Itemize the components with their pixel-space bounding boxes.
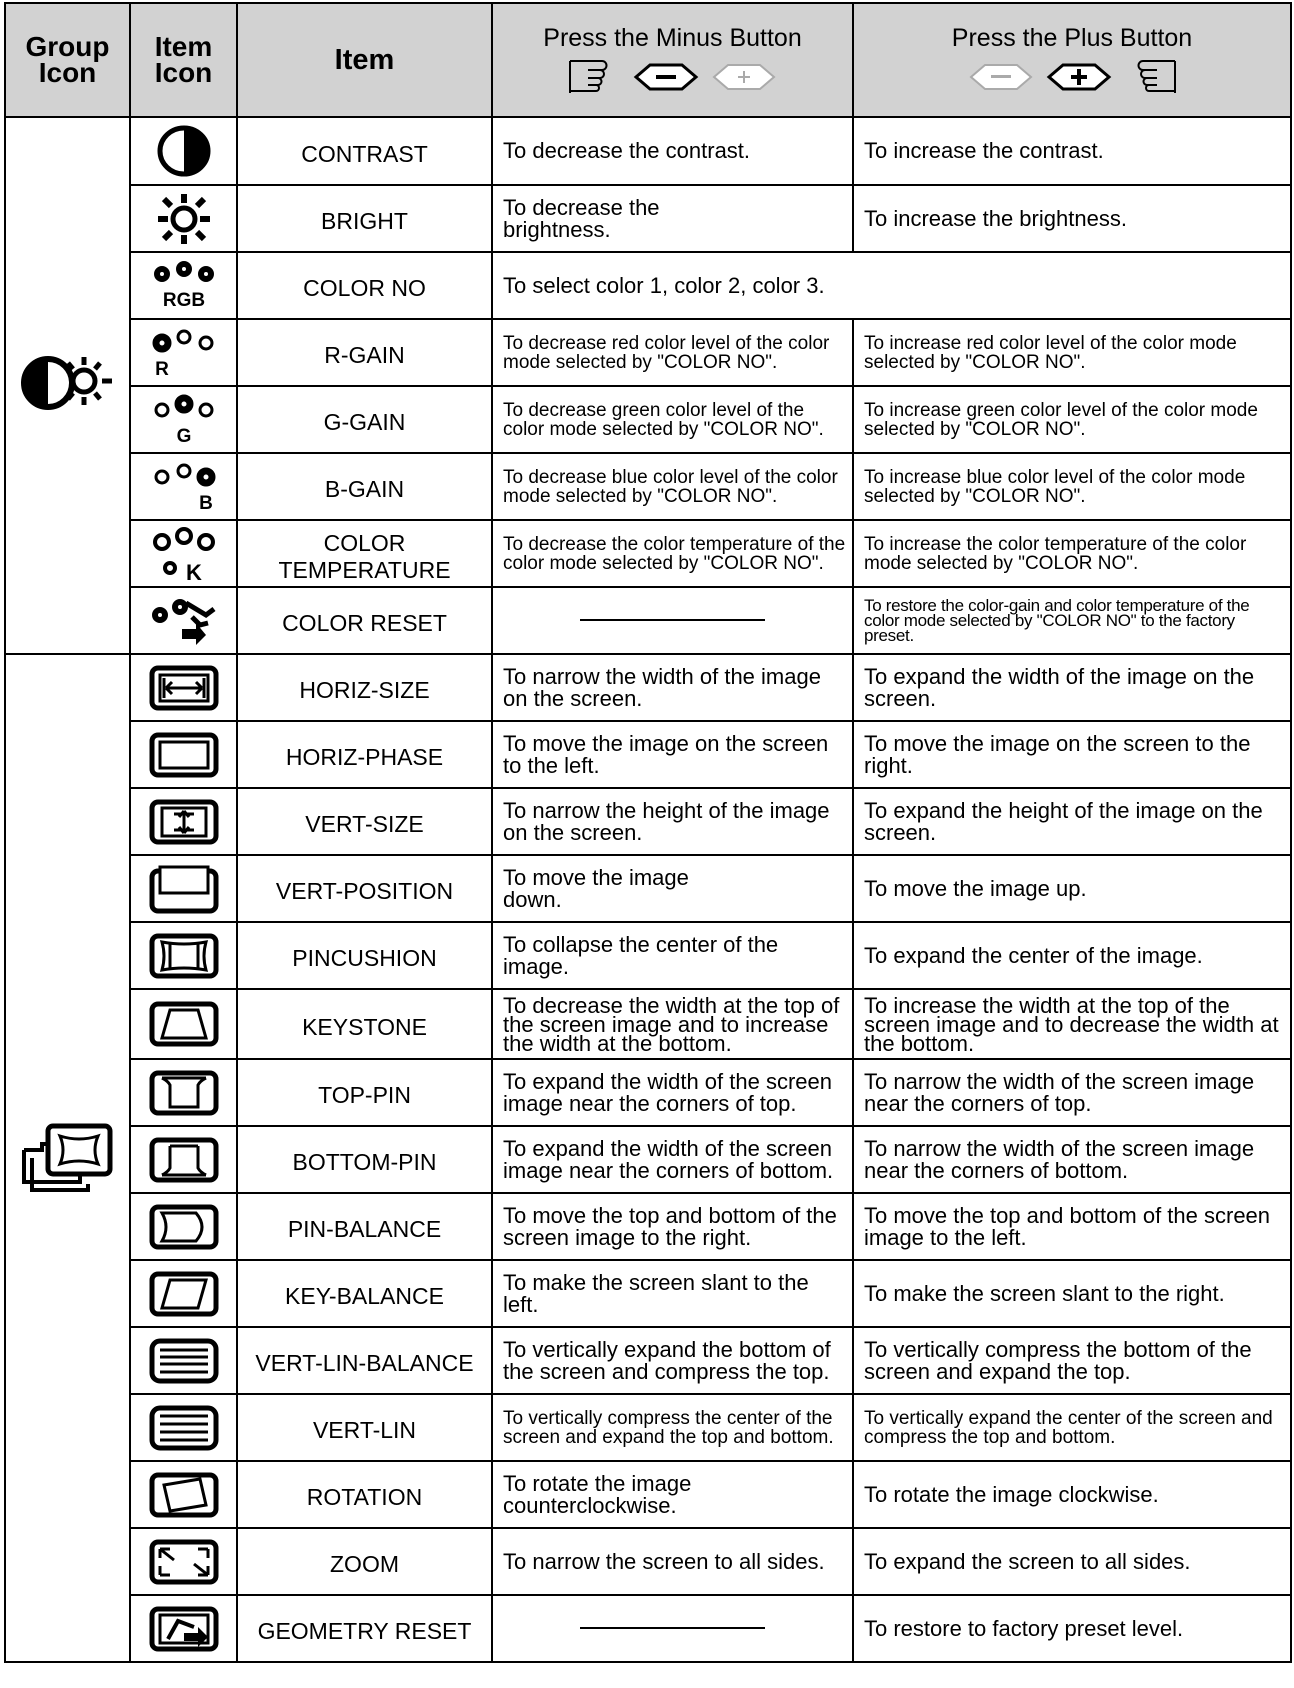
item-icon-cell xyxy=(130,185,237,252)
plus-description: To increase red color level of the color mode selected by "COLOR NO". xyxy=(853,319,1291,386)
minus-description: To decrease the color temperature of the color mode selected by "COLOR NO". xyxy=(492,520,853,587)
plus-button-pressed-icon xyxy=(1043,61,1115,93)
svg-text:RGB: RGB xyxy=(162,289,205,311)
item-name: ZOOM xyxy=(237,1528,492,1595)
minus-description: To decrease blue color level of the color mode selected by "COLOR NO". xyxy=(492,453,853,520)
item-icon-cell xyxy=(130,922,237,989)
geometry-group-icon xyxy=(18,1120,118,1192)
item-icon-cell xyxy=(130,1461,237,1528)
horiz-size-icon xyxy=(148,664,220,712)
svg-text:R: R xyxy=(154,358,169,379)
zoom-icon xyxy=(148,1538,220,1586)
plus-description: To expand the center of the image. xyxy=(853,922,1291,989)
minus-button-pressed-icon xyxy=(630,61,702,93)
header-minus-label: Press the Minus Button xyxy=(543,23,802,52)
minus-description: To narrow the screen to all sides. xyxy=(492,1528,853,1595)
item-icon-cell xyxy=(130,386,237,453)
group-cell-color xyxy=(5,117,130,654)
plus-description: To increase the brightness. xyxy=(853,185,1291,252)
color-no-rgb-icon xyxy=(148,260,220,312)
item-name: R-GAIN xyxy=(237,319,492,386)
key-balance-icon xyxy=(148,1270,220,1318)
item-icon-cell xyxy=(130,1126,237,1193)
dash-line xyxy=(580,619,765,621)
osd-function-table xyxy=(4,2,1290,1688)
geometry-reset-icon xyxy=(148,1605,220,1653)
brightness-icon xyxy=(156,193,212,245)
vert-position-icon xyxy=(148,863,220,915)
header-plus-label: Press the Plus Button xyxy=(951,23,1193,52)
table-row xyxy=(5,1260,1291,1327)
item-icon-cell xyxy=(130,117,237,185)
r-gain-icon xyxy=(148,327,220,379)
vert-lin-balance-icon xyxy=(148,1337,220,1385)
item-name: KEY-BALANCE xyxy=(237,1260,492,1327)
table-row xyxy=(5,1193,1291,1260)
item-icon-cell xyxy=(130,1193,237,1260)
item-icon-cell xyxy=(130,654,237,721)
item-name: KEYSTONE xyxy=(237,989,492,1059)
minus-description: To vertically compress the center of the screen and expand the top and bottom. xyxy=(492,1394,853,1461)
item-name: ROTATION xyxy=(237,1461,492,1528)
table-row xyxy=(5,453,1291,520)
item-name: CONTRAST xyxy=(237,117,492,185)
pin-balance-icon xyxy=(148,1203,220,1251)
plus-description: To move the image up. xyxy=(853,855,1291,922)
b-gain-icon xyxy=(148,461,220,513)
pincushion-icon xyxy=(148,932,220,980)
plus-description: To increase the contrast. xyxy=(853,117,1291,185)
plus-description: To vertically expand the center of the screen and compress the top and bottom. xyxy=(853,1394,1291,1461)
table-row xyxy=(5,654,1291,721)
item-name: G-GAIN xyxy=(237,386,492,453)
table-row xyxy=(5,1461,1291,1528)
pointing-hand-left-icon xyxy=(1121,57,1179,97)
minus-description: To move the top and bottom of the screen image to the right. xyxy=(492,1193,853,1260)
table-row xyxy=(5,788,1291,855)
rotation-icon xyxy=(148,1471,220,1519)
item-name: HORIZ-PHASE xyxy=(237,721,492,788)
plus-description: To make the screen slant to the right. xyxy=(853,1260,1291,1327)
table-row xyxy=(5,185,1291,252)
item-name: BOTTOM-PIN xyxy=(237,1126,492,1193)
color-temperature-icon xyxy=(148,526,220,582)
plus-description: To expand the height of the image on the screen. xyxy=(853,788,1291,855)
plus-description: To narrow the width of the screen image near the corners of bottom. xyxy=(853,1126,1291,1193)
plus-description: To restore the color-gain and color temperature of the color mode selected by "COLOR NO" to the factory preset. xyxy=(853,587,1291,654)
header-group-icon: Group Icon xyxy=(5,3,130,117)
table-row xyxy=(5,721,1291,788)
item-name: COLOR RESET xyxy=(237,587,492,654)
group-cell-geometry xyxy=(5,654,130,1662)
item-icon-cell xyxy=(130,1394,237,1461)
contrast-icon xyxy=(154,125,214,177)
item-name: TOP-PIN xyxy=(237,1059,492,1126)
header-minus xyxy=(492,3,853,117)
table-row xyxy=(5,1126,1291,1193)
plus-description: To increase the color temperature of the color mode selected by "COLOR NO". xyxy=(853,520,1291,587)
item-name: B-GAIN xyxy=(237,453,492,520)
minus-description: To rotate the image counterclockwise. xyxy=(492,1461,853,1528)
item-icon-cell xyxy=(130,1327,237,1394)
minus-description: To move the image on the screen to the left. xyxy=(492,721,853,788)
item-icon-cell xyxy=(130,855,237,922)
table-row xyxy=(5,520,1291,587)
plus-description: To narrow the width of the screen image near the corners of top. xyxy=(853,1059,1291,1126)
item-icon-cell xyxy=(130,989,237,1059)
both-description: To select color 1, color 2, color 3. xyxy=(492,252,1291,319)
item-icon-cell xyxy=(130,1260,237,1327)
header-item: Item xyxy=(237,3,492,117)
minus-description: To expand the width of the screen image near the corners of top. xyxy=(492,1059,853,1126)
svg-text:B: B xyxy=(198,492,213,513)
plus-description: To move the top and bottom of the screen image to the left. xyxy=(853,1193,1291,1260)
header-item-icon: Item Icon xyxy=(130,3,237,117)
plus-description: To increase the width at the top of the screen image and to decrease the width at the bottom. xyxy=(853,989,1291,1059)
minus-description: To decrease the contrast. xyxy=(492,117,853,185)
item-name: COLOR TEMPERATURE xyxy=(237,520,492,587)
horiz-phase-icon xyxy=(148,731,220,779)
item-name: VERT-LIN-BALANCE xyxy=(237,1327,492,1394)
table-row xyxy=(5,1059,1291,1126)
vert-lin-icon xyxy=(148,1404,220,1452)
minus-description: To narrow the height of the image on the screen. xyxy=(492,788,853,855)
header-plus xyxy=(853,3,1291,117)
plus-button-icon xyxy=(708,61,780,93)
item-icon-cell xyxy=(130,587,237,654)
table-row xyxy=(5,386,1291,453)
item-name: PIN-BALANCE xyxy=(237,1193,492,1260)
table-row xyxy=(5,1595,1291,1662)
minus-not-applicable xyxy=(492,1595,853,1662)
table-row xyxy=(5,1528,1291,1595)
item-icon-cell xyxy=(130,1595,237,1662)
table-row xyxy=(5,1327,1291,1394)
minus-description: To decrease red color level of the color mode selected by "COLOR NO". xyxy=(492,319,853,386)
svg-text:G: G xyxy=(176,425,191,446)
minus-description: To expand the width of the screen image near the corners of bottom. xyxy=(492,1126,853,1193)
pointing-hand-right-icon xyxy=(566,57,624,97)
plus-description: To increase blue color level of the color mode selected by "COLOR NO". xyxy=(853,453,1291,520)
plus-description: To rotate the image clockwise. xyxy=(853,1461,1291,1528)
plus-description: To restore to factory preset level. xyxy=(853,1595,1291,1662)
item-name: GEOMETRY RESET xyxy=(237,1595,492,1662)
item-icon-cell xyxy=(130,319,237,386)
item-icon-cell xyxy=(130,721,237,788)
minus-description: To move the image down. xyxy=(492,855,853,922)
table-row xyxy=(5,922,1291,989)
table-row xyxy=(5,989,1291,1059)
minus-not-applicable xyxy=(492,587,853,654)
minus-description: To collapse the center of the image. xyxy=(492,922,853,989)
plus-description: To expand the screen to all sides. xyxy=(853,1528,1291,1595)
table-row xyxy=(5,117,1291,185)
vert-size-icon xyxy=(148,798,220,846)
minus-description: To decrease the width at the top of the screen image and to increase the width at the bottom. xyxy=(492,989,853,1059)
item-name: VERT-SIZE xyxy=(237,788,492,855)
minus-description: To vertically expand the bottom of the screen and compress the top. xyxy=(492,1327,853,1394)
item-name: HORIZ-SIZE xyxy=(237,654,492,721)
plus-description: To increase green color level of the color mode selected by "COLOR NO". xyxy=(853,386,1291,453)
item-name: VERT-LIN xyxy=(237,1394,492,1461)
color-adjust-group-icon xyxy=(18,353,118,413)
plus-description: To move the image on the screen to the right. xyxy=(853,721,1291,788)
table-row xyxy=(5,1394,1291,1461)
plus-description: To vertically compress the bottom of the screen and expand the top. xyxy=(853,1327,1291,1394)
item-name: VERT-POSITION xyxy=(237,855,492,922)
header-row xyxy=(5,3,1291,117)
table-row xyxy=(5,319,1291,386)
bottom-pin-icon xyxy=(148,1136,220,1184)
plus-description: To expand the width of the image on the screen. xyxy=(853,654,1291,721)
item-icon-cell xyxy=(130,1059,237,1126)
minus-description: To decrease green color level of the color mode selected by "COLOR NO". xyxy=(492,386,853,453)
table-row xyxy=(5,855,1291,922)
minus-button-icon xyxy=(965,61,1037,93)
keystone-icon xyxy=(148,1000,220,1048)
item-icon-cell xyxy=(130,1528,237,1595)
dash-line xyxy=(580,1627,765,1629)
item-icon-cell xyxy=(130,453,237,520)
minus-description: To decrease the brightness. xyxy=(492,185,853,252)
item-icon-cell xyxy=(130,520,237,587)
top-pin-icon xyxy=(148,1069,220,1117)
g-gain-icon xyxy=(148,394,220,446)
item-name: PINCUSHION xyxy=(237,922,492,989)
table-row xyxy=(5,252,1291,319)
minus-description: To make the screen slant to the left. xyxy=(492,1260,853,1327)
color-reset-icon xyxy=(148,595,220,647)
item-name: BRIGHT xyxy=(237,185,492,252)
item-icon-cell xyxy=(130,788,237,855)
item-icon-cell xyxy=(130,252,237,319)
svg-text:K: K xyxy=(185,559,202,582)
table-row xyxy=(5,587,1291,654)
item-name: COLOR NO xyxy=(237,252,492,319)
minus-description: To narrow the width of the image on the screen. xyxy=(492,654,853,721)
